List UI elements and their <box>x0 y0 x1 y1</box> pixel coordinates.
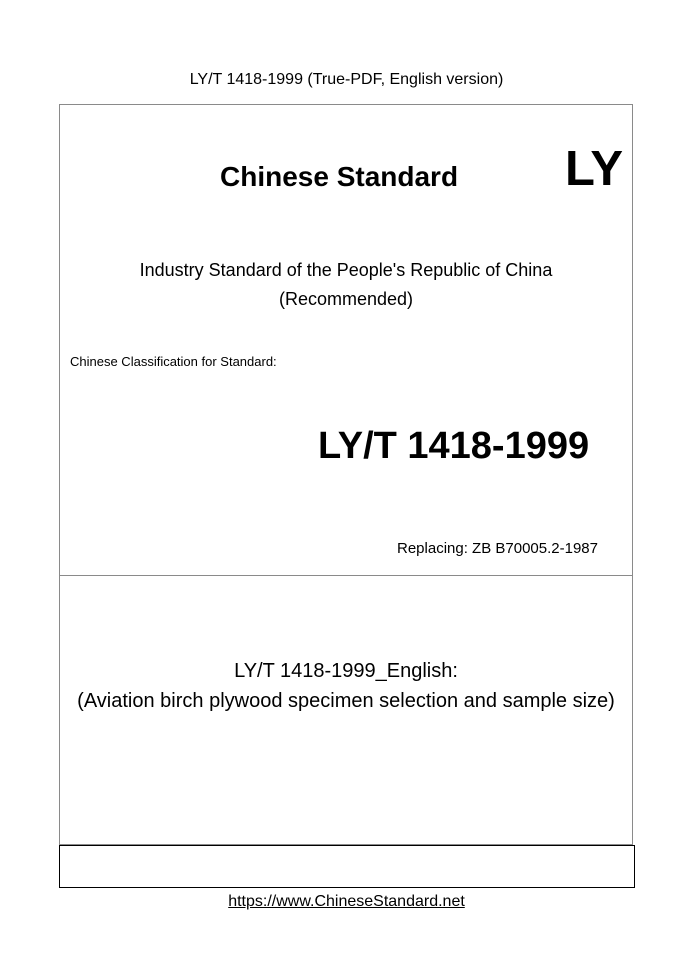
replacing-note: Replacing: ZB B70005.2-1987 <box>397 540 598 557</box>
bottom-box <box>59 845 635 888</box>
page-header-title: LY/T 1418-1999 (True-PDF, English version) <box>189 71 504 88</box>
section-divider <box>60 575 632 576</box>
footer-link[interactable]: https://www.ChineseStandard.net <box>228 893 465 910</box>
category-mark: LY <box>565 142 624 196</box>
industry-standard-line: Industry Standard of the People's Republic of China <box>139 260 553 280</box>
cover-frame <box>59 104 633 845</box>
standard-number: LY/T 1418-1999 <box>318 425 590 467</box>
english-title: LY/T 1418-1999_English: <box>234 660 458 682</box>
english-subtitle: (Aviation birch plywood specimen selection and sample size) <box>77 690 615 712</box>
cover-heading: Chinese Standard <box>220 161 459 192</box>
recommended-label: (Recommended) <box>278 289 414 309</box>
classification-label: Chinese Classification for Standard: <box>70 354 277 369</box>
